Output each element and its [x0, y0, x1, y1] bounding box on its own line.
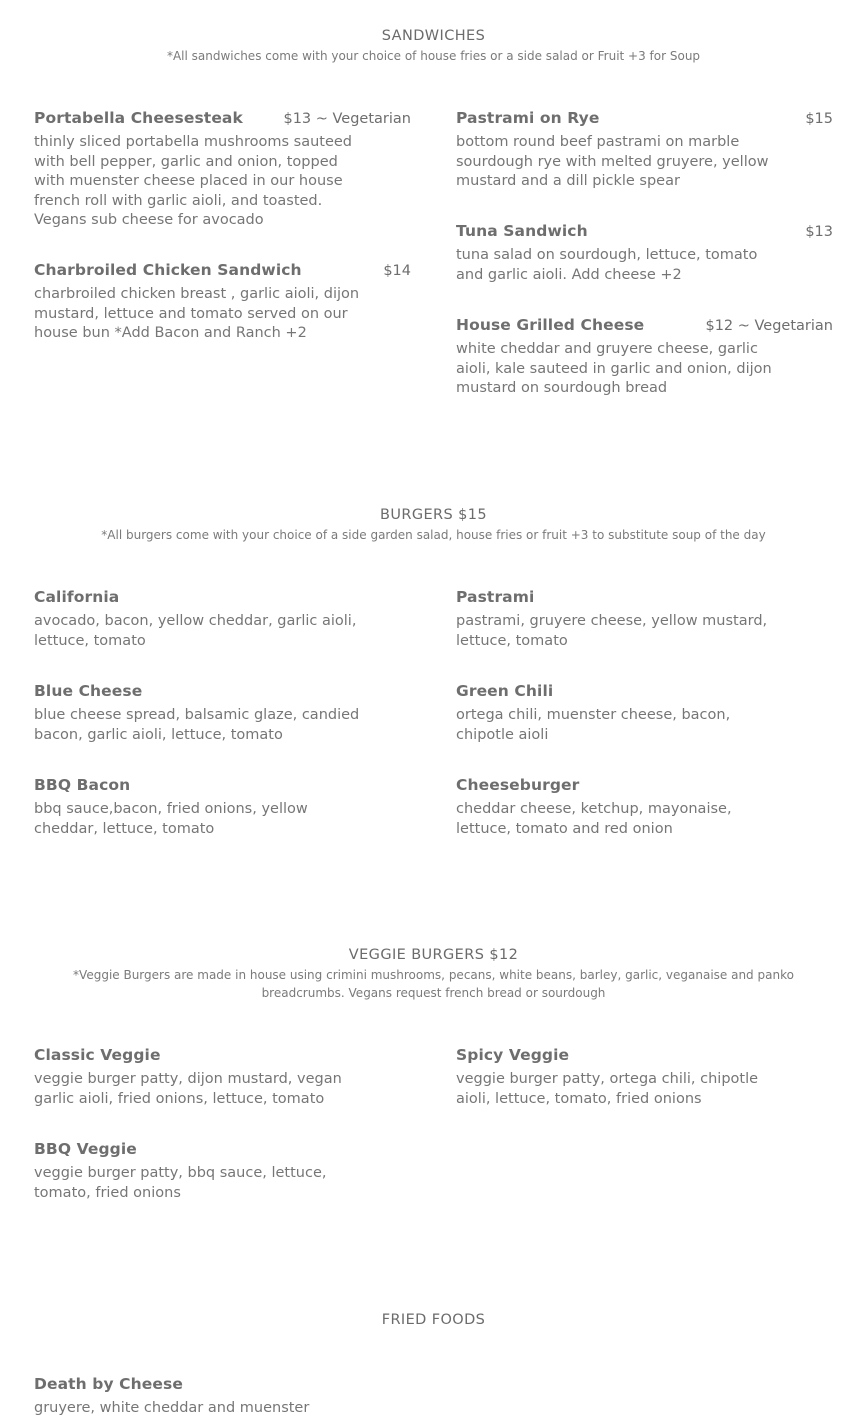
item-description: blue cheese spread, balsamic glaze, candied bacon, garlic aioli, lettuce, tomato [34, 707, 360, 743]
menu-item-tuna-sandwich [456, 222, 833, 285]
menu-item-pastrami-on-rye [456, 109, 833, 192]
section-note: *Veggie Burgers are made in house using crimini mushrooms, pecans, white beans, barley, garlic, veganaise and panko breadcrumbs. Vegans request french bread or sourdough [73, 968, 794, 1000]
item-description: gruyere, white cheddar and muenster [34, 1400, 310, 1416]
menu-item-green-chili [456, 682, 833, 745]
menu-item-portabella-cheesesteak [34, 109, 411, 231]
item-description: thinly sliced portabella mushrooms sauteed with bell pepper, garlic and onion, topped with muenster cheese placed in our house french roll with garlic aioli, and toasted. Vegans sub cheese for avocado [34, 134, 353, 228]
section-note: *All burgers come with your choice of a side garden salad, house fries or fruit +3 to substitute soup of the day [101, 528, 766, 542]
item-name: Death by Cheese [34, 1375, 183, 1393]
item-description: veggie burger patty, dijon mustard, vegan garlic aioli, fried onions, lettuce, tomato [34, 1071, 342, 1107]
item-name: Charbroiled Chicken Sandwich [34, 261, 302, 279]
item-price: $13 [805, 224, 833, 240]
item-price: $13 ~ Vegetarian [283, 111, 411, 127]
menu-item-spicy-veggie [456, 1046, 833, 1109]
item-name: Green Chili [456, 682, 554, 700]
sandwiches-header [0, 27, 867, 65]
item-price: $12 ~ Vegetarian [705, 318, 833, 334]
section-title: FRIED FOODS [381, 1312, 486, 1328]
item-description: bottom round beef pastrami on marble sourdough rye with melted gruyere, yellow mustard and a dill pickle spear [456, 134, 769, 189]
section-title: SANDWICHES [381, 28, 486, 44]
item-description: tuna salad on sourdough, lettuce, tomato and garlic aioli. Add cheese +2 [456, 247, 758, 283]
item-description: veggie burger patty, bbq sauce, lettuce, tomato, fried onions [34, 1165, 327, 1201]
item-description: bbq sauce,bacon, fried onions, yellow cheddar, lettuce, tomato [34, 801, 308, 837]
item-name: Blue Cheese [34, 682, 143, 700]
section-note: *All sandwiches come with your choice of house fries or a side salad or Fruit +3 for Soup [166, 49, 701, 63]
item-description: veggie burger patty, ortega chili, chipotle aioli, lettuce, tomato, fried onions [456, 1071, 759, 1107]
item-name: Tuna Sandwich [456, 222, 588, 240]
item-name: Pastrami on Rye [456, 109, 600, 127]
item-name: Cheeseburger [456, 776, 580, 794]
item-name: Portabella Cheesesteak [34, 109, 243, 127]
burgers-header [0, 506, 867, 544]
item-name: House Grilled Cheese [456, 316, 645, 334]
item-name: BBQ Bacon [34, 776, 131, 794]
veggie-burgers-header [40, 946, 827, 1002]
menu-item-blue-cheese [34, 682, 411, 745]
fried-foods-header [0, 1311, 867, 1329]
item-description: avocado, bacon, yellow cheddar, garlic aioli, lettuce, tomato [34, 613, 357, 649]
item-description: cheddar cheese, ketchup, mayonaise, lettuce, tomato and red onion [456, 801, 732, 837]
item-description: charbroiled chicken breast , garlic aioli, dijon mustard, lettuce and tomato served on our house bun *Add Bacon and Ranch +2 [34, 286, 360, 341]
menu-item-cheeseburger [456, 776, 833, 839]
menu-item-house-grilled-cheese [456, 316, 833, 399]
item-price: $15 [805, 111, 833, 127]
menu-item-charbroiled-chicken-sandwich [34, 261, 411, 344]
menu-item-classic-veggie [34, 1046, 411, 1109]
menu-item-bbq-bacon [34, 776, 411, 839]
item-name: Spicy Veggie [456, 1046, 570, 1064]
item-name: BBQ Veggie [34, 1140, 137, 1158]
menu-item-death-by-cheese [34, 1375, 411, 1419]
item-price: $14 [383, 263, 411, 279]
item-name: Classic Veggie [34, 1046, 161, 1064]
menu-item-pastrami [456, 588, 833, 651]
menu-item-bbq-veggie [34, 1140, 411, 1203]
item-description: white cheddar and gruyere cheese, garlic aioli, kale sauteed in garlic and onion, dijon mustard on sourdough bread [456, 341, 772, 396]
section-title: VEGGIE BURGERS $12 [348, 947, 519, 963]
item-name: Pastrami [456, 588, 535, 606]
item-description: pastrami, gruyere cheese, yellow mustard, lettuce, tomato [456, 613, 768, 649]
item-name: California [34, 588, 120, 606]
menu-item-california [34, 588, 411, 651]
item-description: ortega chili, muenster cheese, bacon, chipotle aioli [456, 707, 731, 743]
section-title: BURGERS $15 [380, 507, 487, 523]
